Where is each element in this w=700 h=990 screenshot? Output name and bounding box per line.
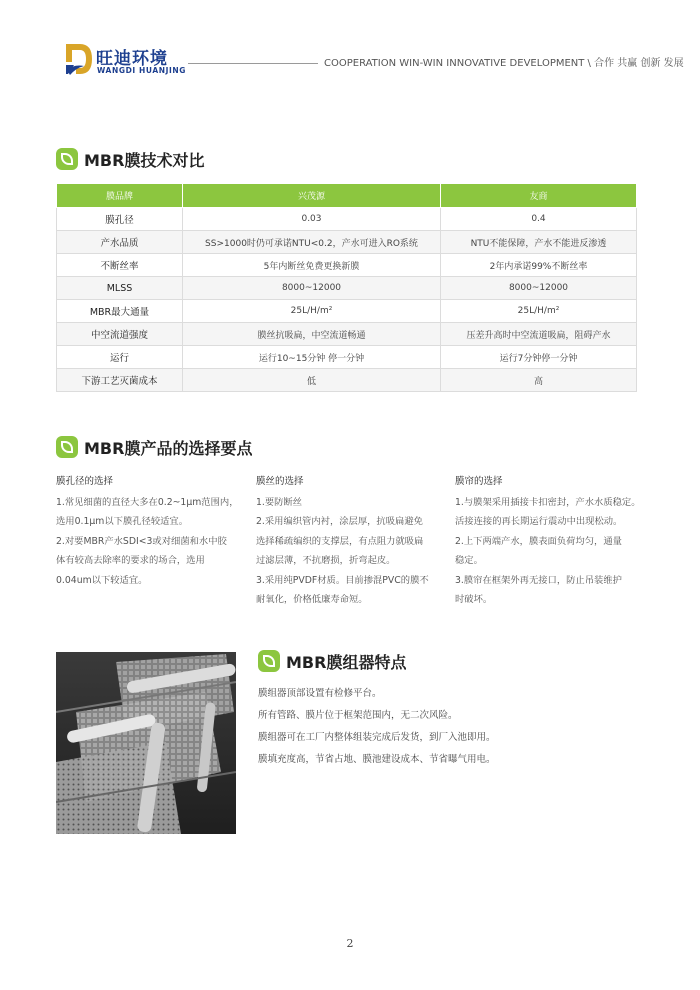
column-text-line: 过滤层薄，不抗磨损，折弯起皮。 — [256, 555, 396, 566]
column-text-line: 3.膜帘在框架外再无接口，防止吊装维护 — [455, 574, 622, 586]
table-cell: 不断丝率 — [57, 254, 183, 277]
table-cell: 膜孔径 — [57, 208, 183, 231]
table-row — [57, 277, 637, 300]
column-text-line: 1.要防断丝 — [256, 496, 303, 508]
feature-item: 膜组器顶部设置有检修平台。 — [258, 688, 382, 699]
table-cell: 高 — [441, 369, 637, 392]
header-divider — [188, 63, 318, 64]
header-slogan: COOPERATION WIN-WIN INNOVATIVE DEVELOPMENT \ 合作 共赢 创新 发展 — [324, 58, 684, 69]
leaf-icon — [56, 148, 78, 170]
table-cell: 产水品质 — [57, 231, 183, 254]
table-row — [57, 208, 637, 231]
selection-column-pore-size — [56, 472, 240, 590]
selection-column-fiber — [256, 472, 440, 610]
table-cell: 8000~12000 — [441, 277, 637, 300]
column-text-line: 时破坏。 — [455, 594, 493, 605]
column-text-line: 活接连接的再长期运行震动中出现松动。 — [455, 516, 623, 527]
feature-item: 膜填充度高，节省占地、膜池建设成本、节省曝气用电。 — [258, 754, 496, 765]
table-cell: 25L/H/m² — [183, 300, 441, 323]
comparison-table — [56, 183, 637, 392]
table-cell: 2年内承诺99%不断丝率 — [441, 254, 637, 277]
column-text-line: 1.与膜架采用插接卡扣密封，产水水质稳定。 — [455, 496, 641, 508]
column-text-line: 选择稀疏编织的支撑层，有点阻力就吸扁 — [256, 535, 424, 547]
column-text-line: 0.04um以下较适宜。 — [56, 574, 148, 586]
leaf-icon — [56, 436, 78, 458]
table-cell: 中空流道强度 — [57, 323, 183, 346]
table-cell: 膜丝抗吸扁，中空流道畅通 — [183, 323, 441, 346]
table-cell: 运行10~15分钟 停一分钟 — [183, 346, 441, 369]
company-logo — [64, 42, 187, 78]
table-header-row — [57, 184, 637, 208]
table-header-cell: 友商 — [441, 184, 637, 208]
page-number: 2 — [346, 937, 354, 950]
table-cell: 0.03 — [183, 208, 441, 231]
section-title: MBR膜组器特点 — [286, 652, 407, 672]
table-cell: SS>1000时仍可承诺NTU<0.2，产水可进入RO系统 — [183, 231, 441, 254]
table-cell: 25L/H/m² — [441, 300, 637, 323]
table-cell: MLSS — [57, 277, 183, 300]
membrane-module-image — [56, 652, 236, 834]
column-heading: 膜孔径的选择 — [56, 476, 114, 487]
column-text-line: 3.采用纯PVDF材质。目前掺混PVC的膜不 — [256, 574, 429, 586]
column-text-line: 选用0.1μm以下膜孔径较适宜。 — [56, 516, 189, 527]
column-text-line: 2.上下两端产水，膜表面负荷均匀，通量 — [455, 535, 622, 547]
column-heading: 膜帘的选择 — [455, 476, 503, 487]
section-heading-features — [258, 648, 406, 674]
table-cell: MBR最大通量 — [57, 300, 183, 323]
column-text-line: 稳定。 — [455, 555, 483, 566]
table-row — [57, 300, 637, 323]
column-text-line: 耐氧化，价格低廉寿命短。 — [256, 594, 368, 605]
feature-item: 所有管路、膜片位于框架范围内，无二次风险。 — [258, 710, 458, 721]
table-row — [57, 369, 637, 392]
table-row — [57, 254, 637, 277]
section-heading-selection — [56, 434, 252, 460]
table-cell: 5年内断丝免费更换新膜 — [183, 254, 441, 277]
table-cell: 8000~12000 — [183, 277, 441, 300]
table-row — [57, 231, 637, 254]
feature-item: 膜组器可在工厂内整体组装完成后发货，到厂入池即用。 — [258, 732, 496, 743]
table-header-cell: 兴茂源 — [183, 184, 441, 208]
section-heading-comparison — [56, 146, 204, 172]
table-header-cell: 膜品牌 — [57, 184, 183, 208]
feature-list — [258, 683, 496, 771]
membrane-module-photo — [56, 652, 236, 834]
table-cell: 运行 — [57, 346, 183, 369]
column-heading: 膜丝的选择 — [256, 476, 304, 487]
logo-english-name: WANGDI HUANJING — [97, 66, 187, 75]
table-cell: 运行7分钟停一分钟 — [441, 346, 637, 369]
table-cell: 下游工艺灭菌成本 — [57, 369, 183, 392]
column-text-line: 2.采用编织管内衬，涂层厚，抗吸扁避免 — [256, 516, 423, 527]
table-cell: NTU不能保障，产水不能进反渗透 — [441, 231, 637, 254]
section-title: MBR膜技术对比 — [84, 150, 205, 170]
section-title: MBR膜产品的选择要点 — [84, 438, 253, 458]
column-text-line: 2.对要MBR产水SDI<3或对细菌和水中胶 — [56, 535, 227, 547]
logo-chinese-name: 旺迪环境 — [96, 49, 168, 69]
table-row — [57, 346, 637, 369]
page-header — [0, 0, 700, 90]
table-cell: 压差升高时中空流道吸扁，阻碍产水 — [441, 323, 637, 346]
logo-mark-icon — [64, 42, 94, 76]
table-cell: 低 — [183, 369, 441, 392]
table-row — [57, 323, 637, 346]
column-text-line: 体有较高去除率的要求的场合，选用 — [56, 555, 205, 566]
leaf-icon — [258, 650, 280, 672]
column-text-line: 1.常见细菌的直径大多在0.2~1μm范围内， — [56, 496, 239, 508]
selection-column-curtain — [455, 472, 639, 610]
table-cell: 0.4 — [441, 208, 637, 231]
